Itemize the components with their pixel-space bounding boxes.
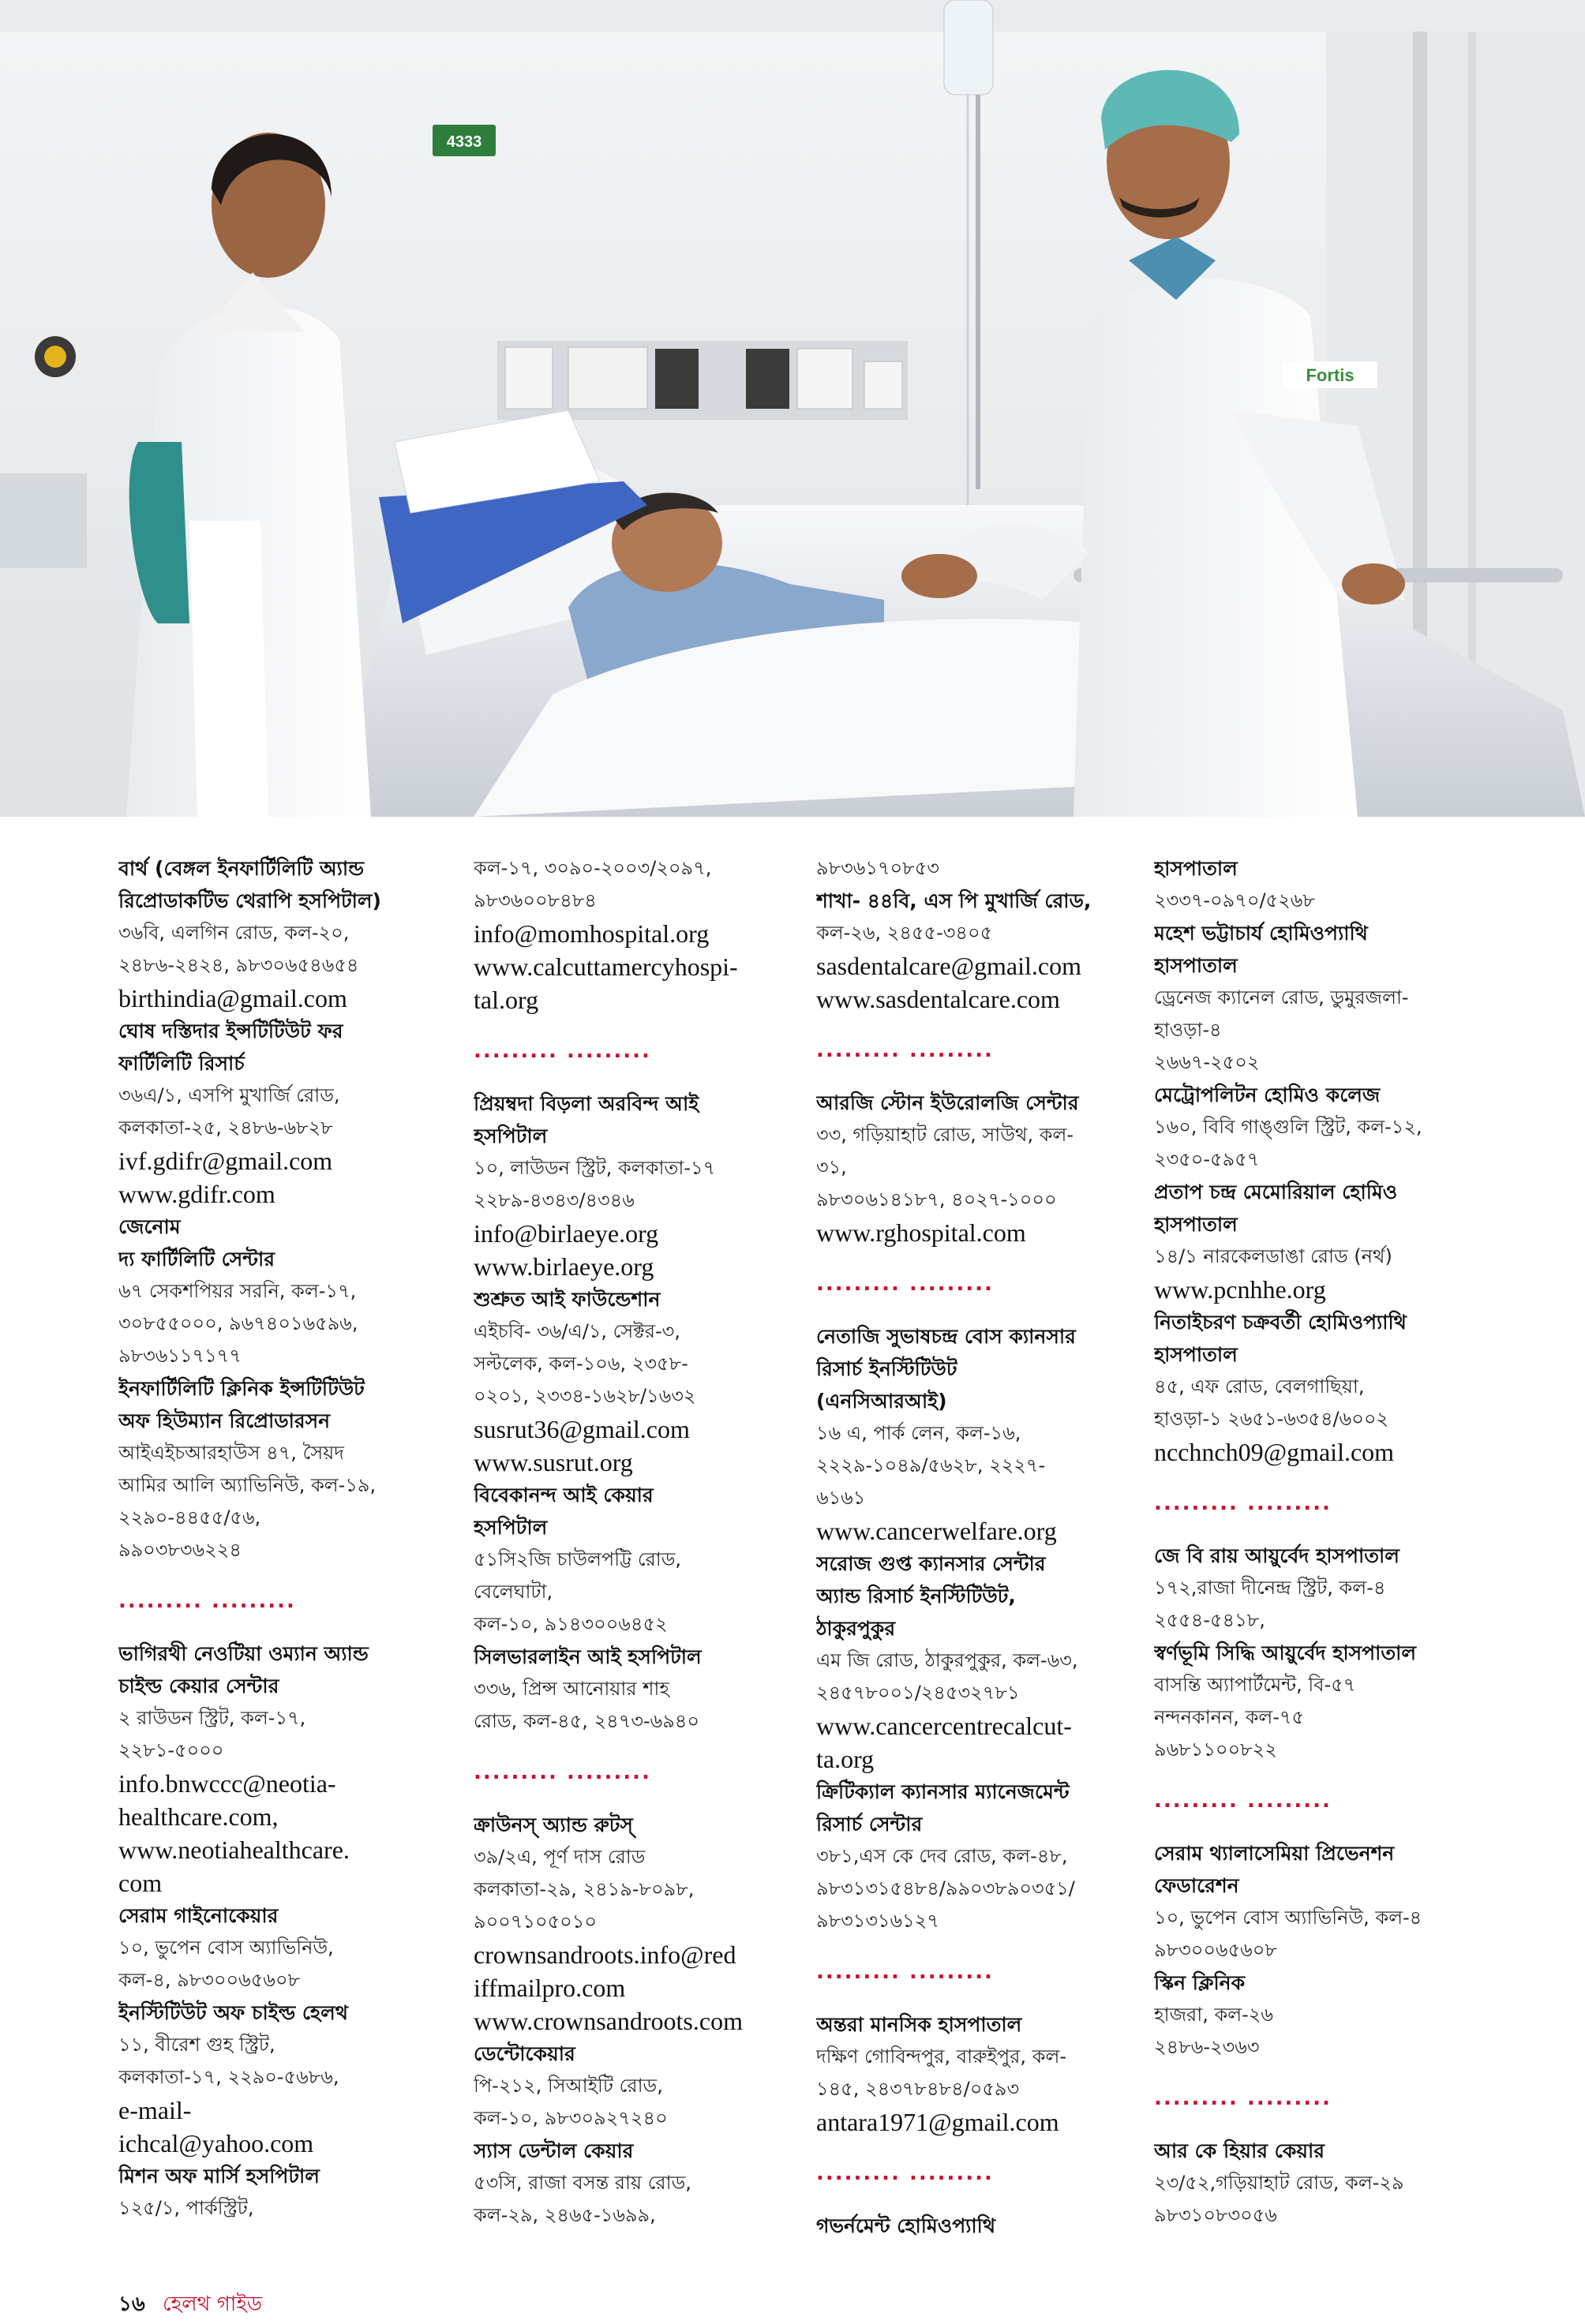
entry-detail-line: ১০, ভুপেন বোস অ্যাভিনিউ, কল-৪	[1154, 1907, 1422, 1929]
entry-detail-line: কলকাতা-১৭, ২২৯০-৫৬৮৬,	[118, 2066, 339, 2088]
directory-entry	[1154, 1176, 1486, 1306]
entry-name-line: মহেশ ভট্টাচার্য হোমিওপ্যাথি	[1154, 922, 1368, 945]
entry-detail-line: ৩৮১,এস কে দেব রোড, কল-৪৮,	[816, 1845, 1068, 1867]
entry-detail-line: ১৬ এ, পার্ক লেন, কল-১৬,	[816, 1422, 1021, 1444]
entry-detail-line: ১৬০, বিবি গাঙ্গুলি স্ট্রিট, কল-১২,	[1154, 1116, 1422, 1138]
entry-name-line: আর কে হিয়ার কেয়ার	[1154, 2139, 1325, 2162]
entry-web-contact: www.pcnhhe.org	[1154, 1275, 1326, 1304]
hero-photo	[0, 0, 1585, 817]
directory-entry	[474, 852, 805, 1016]
entry-detail-line: ৫১সি২জি চাউলপট্টি রোড,	[474, 1548, 682, 1570]
entry-detail-line: ২২৮৯-৪৩৪৩/৪৩৪৬	[474, 1189, 635, 1211]
directory-entry	[474, 1479, 805, 1641]
directory-entry	[118, 1899, 450, 1997]
entry-name-line: ক্রাউনস্ অ্যান্ড রুটস্	[474, 1813, 633, 1836]
entry-detail-line: পি-২১২, সিআইটি রোড,	[474, 2075, 663, 2097]
hospital-scene-illustration	[0, 0, 1585, 817]
section-divider: ......... .........	[474, 1039, 651, 1063]
section-divider: ......... .........	[1154, 2086, 1332, 2110]
entry-detail-line: ২৩৫০-৫৯৫৭	[1154, 1148, 1260, 1170]
directory-entry	[474, 1283, 805, 1479]
section-divider: ......... .........	[816, 1039, 994, 1062]
entry-detail-line: কল-১৭, ৩০৯০-২০০৩/২০৯৭,	[474, 857, 712, 879]
directory-entry	[816, 1776, 1148, 1937]
entry-name-line: প্রতাপ চন্দ্র মেমোরিয়াল হোমিও	[1154, 1181, 1398, 1203]
section-divider: ......... .........	[816, 1960, 994, 1984]
entry-name-line: ফার্টিলিটি রিসার্চ	[118, 1052, 245, 1075]
entry-detail-line: ২৪৫৭৮০০১/২৪৫৩২৭৮১	[816, 1682, 1020, 1704]
entry-detail-line: সল্টলেক, কল-১০৬, ২৩৫৮-	[474, 1353, 688, 1375]
entry-detail-line: কল-৪, ৯৮৩০০৬৫৬০৮	[118, 1969, 301, 1991]
entry-name-line: নিতাইচরণ চক্রবর্তী হোমিওপ্যাথি	[1154, 1311, 1407, 1334]
entry-name-line: সেরাম গাইনোকেয়ার	[118, 1904, 279, 1927]
entry-name-line: শুশ্রুত আই ফাউন্ডেশান	[474, 1288, 661, 1311]
entry-name-line: হাসপাতাল	[1154, 954, 1238, 977]
entry-detail-line: ৯৮৩০০৬৫৬০৮	[1154, 1939, 1277, 1961]
entry-detail-line: হাওড়া-১ ২৬৫১-৬৩৫৪/৬০০২	[1154, 1408, 1389, 1430]
entry-web-contact: www.rghospital.com	[816, 1218, 1026, 1247]
directory-entry	[1154, 1637, 1486, 1766]
entry-detail-line: ৯৯০৩৮৩৬২২৪	[118, 1539, 242, 1561]
entry-name-line: মিশন অফ মার্সি হসপিটাল	[118, 2165, 320, 2187]
entry-web-contact: www.susrut.org	[474, 1448, 633, 1476]
entry-web-contact: tal.org	[474, 986, 539, 1014]
entry-name-line: ইনফার্টিলিটি ক্লিনিক ইন্সটিটিউট	[118, 1377, 365, 1400]
entry-web-contact: com	[118, 1869, 163, 1897]
directory-entry	[1154, 2135, 1486, 2232]
directory-column-3	[816, 852, 1148, 2288]
entry-name-line: শাখা- ৪৪বি, এস পি মুখার্জি রোড,	[816, 889, 1092, 912]
entry-web-contact: e-mail-	[118, 2096, 192, 2124]
entry-web-contact: www.cancercentrecalcut-	[816, 1712, 1072, 1740]
entry-web-contact: birthindia@gmail.com	[118, 984, 347, 1012]
entry-web-contact: iffmailpro.com	[474, 1974, 626, 2002]
entry-detail-line: ৯৮৩০৬১৪১৮৭, ৪০২৭-১০০০	[816, 1188, 1057, 1211]
entry-detail-line: ১২৫/১, পার্কস্ট্রিট,	[118, 2197, 254, 2219]
entry-detail-line: বেলেঘাটা,	[474, 1581, 553, 1603]
entry-detail-line: ৪৫, এফ রোড, বেলগাছিয়া,	[1154, 1375, 1365, 1398]
entry-detail-line: ২২২৯-১০৪৯/৫৬২৮, ২২২৭-	[816, 1454, 1046, 1476]
entry-detail-line: ৬৭ সেকশপিয়র সরনি, কল-১৭,	[118, 1280, 357, 1302]
directory-entry	[118, 1997, 450, 2160]
directory-entry	[118, 1015, 450, 1211]
entry-detail-line: ৩১,	[816, 1156, 847, 1178]
entry-detail-line: কলকাতা-২৫, ২৪৮৬-৬৮২৮	[118, 1117, 333, 1139]
entry-web-contact: www.sasdentalcare.com	[816, 985, 1060, 1013]
section-divider: ......... .........	[816, 2161, 994, 2185]
entry-web-contact: info@momhospital.org	[474, 919, 710, 948]
entry-name-line: রিসার্চ ইনস্টিটিউট	[816, 1357, 957, 1380]
entry-name-line: ডেন্টোকেয়ার	[474, 2042, 575, 2065]
entry-name-line: স্বর্ণভূমি সিদ্ধি আয়ুর্বেদ হাসপাতাল	[1154, 1641, 1416, 1664]
entry-detail-line: ৯৬৮১১০০৮২২	[1154, 1738, 1277, 1761]
directory-entry	[1154, 852, 1486, 917]
entry-detail-line: ৯৮৩১৩১৬১২৭	[816, 1910, 939, 1932]
entry-name-line: বিবেকানন্দ আই কেয়ার	[474, 1484, 654, 1506]
entry-detail-line: ড্রেনেজ ক্যানেল রোড, ডুমুরজলা-	[1154, 986, 1409, 1009]
fortis-badge-text: Fortis	[1306, 365, 1355, 385]
entry-detail-line: আইএইচআরহাউস ৪৭, সৈয়দ	[118, 1442, 344, 1464]
entry-web-contact: www.cancerwelfare.org	[816, 1517, 1057, 1545]
entry-name-line: হাসপাতাল	[1154, 857, 1238, 880]
room-number: 4333	[446, 133, 482, 151]
entry-detail-line: ১৭২,রাজা দীনেন্দ্র স্ট্রিট, কল-৪	[1154, 1577, 1386, 1599]
entry-detail-line: ৯৮৩১০৮৩০৫৬	[1154, 2204, 1277, 2226]
entry-detail-line: ১১, বীরেশ গুহ স্ট্রিট,	[118, 2034, 275, 2056]
entry-web-contact: www.birlaeye.org	[474, 1252, 654, 1281]
directory-entry	[816, 885, 1148, 1016]
entry-name-line: অফ হিউম্যান রিপ্রোডারসন	[118, 1409, 331, 1432]
entry-name-line: ফেডারেশন	[1154, 1874, 1239, 1897]
entry-web-contact: info@birlaeye.org	[474, 1219, 659, 1248]
entry-detail-line: বাসন্তি অ্যাপার্টমেন্ট, বি-৫৭	[1154, 1674, 1356, 1696]
entry-name-line: সরোজ গুপ্ত ক্যানসার সেন্টার	[816, 1552, 1046, 1575]
entry-name-line: হসপিটাল	[474, 1516, 548, 1539]
directory-entry	[816, 1087, 1148, 1249]
directory-entry	[118, 1211, 450, 1372]
entry-detail-line: ৫৩সি, রাজা বসন্ত রায় রোড,	[474, 2172, 691, 2194]
entry-detail-line: ২৫৫৪-৫৪১৮,	[1154, 1609, 1265, 1631]
entry-detail-line: ২৩/৫২,গড়িয়াহাট রোড, কল-২৯	[1154, 2172, 1404, 2194]
entry-name-line: দ্য ফার্টিলিটি সেন্টার	[118, 1248, 275, 1271]
directory-entry	[1154, 1540, 1486, 1637]
section-divider: ......... .........	[474, 1761, 651, 1784]
entry-name-line: ঘোষ দস্তিদার ইন্সটিটিউট ফর	[118, 1020, 343, 1042]
entry-detail-line: ৯৮৩১৩১৫৪৮৪/৯৯০৩৮৯০৩৫১/	[816, 1877, 1075, 1899]
directory-columns	[0, 852, 1585, 2288]
entry-detail-line: হাজরা, কল-২৬	[1154, 2004, 1274, 2026]
entry-name-line: ঠাকুরপুকুর	[816, 1617, 896, 1640]
entry-detail-line: ৩৩, গড়িয়াহাট রোড, সাউথ, কল-	[816, 1124, 1074, 1146]
section-divider: ......... .........	[118, 1589, 296, 1613]
entry-name-line: চাইল্ড কেয়ার সেন্টার	[118, 1675, 279, 1697]
entry-web-contact: ivf.gdifr@gmail.com	[118, 1147, 333, 1175]
entry-detail-line: কল-১০, ৯৮৩০৯২৭২৪০	[474, 2107, 668, 2129]
entry-detail-line: ৯০০৭১০৫০১০	[474, 1910, 597, 1933]
entry-web-contact: crownsandroots.info@red	[474, 1940, 736, 1969]
directory-entry	[1154, 1079, 1486, 1176]
entry-name-line: রিসার্চ সেন্টার	[816, 1813, 923, 1836]
entry-name-line: ভাগিরথী নেওটিয়া ওম্যান অ্যান্ড	[118, 1642, 369, 1665]
entry-detail-line: ৩৩৬, প্রিন্স আনোয়ার শাহ	[474, 1678, 669, 1700]
entry-detail-line: দক্ষিণ গোবিন্দপুর, বারুইপুর, কল-	[816, 2045, 1067, 2068]
entry-detail-line: রোড, কল-৪৫, ২৪৭৩-৬৯৪০	[474, 1710, 699, 1732]
entry-name-line: নেতাজি সুভাষচন্দ্র বোস ক্যানসার	[816, 1325, 1076, 1348]
directory-entry	[474, 1641, 805, 1738]
entry-web-contact: www.crownsandroots.com	[474, 2007, 743, 2035]
entry-detail-line: ২৩৩৭-০৯৭০/৫২৬৮	[1154, 889, 1315, 911]
entry-name-line: হাসপাতাল	[1154, 1343, 1238, 1366]
entry-detail-line: কলকাতা-২৯, ২৪১৯-৮০৯৮,	[474, 1878, 695, 1900]
directory-entry	[816, 852, 1148, 885]
entry-detail-line: কল-২৬, ২৪৫৫-৩৪০৫	[816, 922, 993, 944]
directory-entry	[1154, 917, 1486, 1079]
entry-detail-line: এইচবি- ৩৬/এ/১, সেক্টর-৩,	[474, 1320, 680, 1342]
entry-web-contact: ncchnch09@gmail.com	[1154, 1438, 1395, 1466]
entry-web-contact: antara1971@gmail.com	[816, 2108, 1059, 2136]
entry-detail-line: ৬১৬১	[816, 1487, 866, 1509]
entry-web-contact: ichcal@yahoo.com	[118, 2129, 314, 2157]
entry-detail-line: ৯৮৩৬১৭০৮৫৩	[816, 857, 939, 879]
directory-entry	[816, 1320, 1148, 1547]
entry-name-line: প্রিয়ম্বদা বিড়লা অরবিন্দ আই	[474, 1092, 699, 1115]
entry-detail-line: ১০, লাউডন স্ট্রিট, কলকাতা-১৭	[474, 1157, 716, 1179]
entry-detail-line: ৯৮৩৬১১৭১৭৭	[118, 1345, 242, 1367]
entry-web-contact: ta.org	[816, 1745, 875, 1773]
entry-name-line: বার্থ (বেঙ্গল ইনফার্টিলিটি অ্যান্ড	[118, 857, 365, 880]
entry-name-line: মেট্রোপলিটন হোমিও কলেজ	[1154, 1083, 1381, 1106]
entry-detail-line: ২২৯০-৪৪৫৫/৫৬,	[118, 1506, 261, 1529]
directory-entry	[474, 1087, 805, 1283]
directory-column-2	[474, 852, 805, 2288]
directory-entry	[816, 1547, 1148, 1776]
entry-detail-line: কল-১০, ৯১৪৩০০৬৪৫২	[474, 1613, 668, 1635]
entry-name-line: ইনস্টিটিউট অফ চাইল্ড হেলথ	[118, 2001, 349, 2024]
section-divider: ......... .........	[1154, 1789, 1332, 1813]
directory-entry	[1154, 1837, 1486, 1967]
entry-web-contact: susrut36@gmail.com	[474, 1415, 690, 1443]
directory-entry	[1154, 1306, 1486, 1469]
entry-name-line: আরজি স্টোন ইউরোলজি সেন্টার	[816, 1091, 1079, 1114]
page-footer	[118, 2288, 262, 2320]
entry-name-line: (এনসিআরআই)	[816, 1390, 947, 1413]
directory-entry	[118, 1637, 450, 1899]
entry-name-line: জেনোম	[118, 1215, 181, 1238]
entry-name-line: অ্যান্ড রিসার্চ ইনস্টিটিউট,	[816, 1585, 1016, 1607]
section-divider: ......... .........	[1154, 1491, 1332, 1515]
entry-detail-line: ৯৮৩৬০০৮৪৮৪	[474, 889, 597, 911]
entry-detail-line: এম জি রোড, ঠাকুরপুকুর, কল-৬৩,	[816, 1649, 1078, 1671]
directory-entry	[474, 1809, 805, 2038]
directory-entry	[118, 1372, 450, 1566]
directory-entry	[816, 2008, 1148, 2139]
entry-detail-line: ১৪/১ নারকেলডাঙা রোড (নর্থ)	[1154, 1245, 1392, 1267]
entry-name-line: গভর্নমেন্ট হোমিওপ্যাথি	[816, 2214, 996, 2237]
entry-detail-line: ১৪৫, ২৪৩৭৮৪৮৪/০৫৯৩	[816, 2078, 1020, 2100]
entry-name-line: অন্তরা মানসিক হাসপাতাল	[816, 2013, 1022, 2036]
entry-detail-line: ৩০৮৫৫০০০, ৯৬৭৪০১৬৫৯৬,	[118, 1312, 358, 1334]
entry-name-line: সেরাম থ্যালাসেমিয়া প্রিভেনশন	[1154, 1842, 1395, 1865]
entry-name-line: ক্রিটিক্যাল ক্যানসার ম্যানেজমেন্ট	[816, 1780, 1070, 1803]
directory-entry	[474, 2038, 805, 2135]
entry-detail-line: আমির আলি অ্যাভিনিউ, কল-১৯,	[118, 1474, 377, 1496]
entry-web-contact: www.gdifr.com	[118, 1180, 275, 1208]
entry-detail-line: ২৪৮৬-২৪২৪, ৯৮৩০৬৫৪৬৫৪	[118, 954, 359, 976]
directory-column-4	[1154, 852, 1486, 2288]
entry-detail-line: ৩৬বি, এলগিন রোড, কল-২০,	[118, 922, 350, 944]
entry-detail-line: নন্দনকানন, কল-৭৫	[1154, 1706, 1305, 1728]
entry-web-contact: www.neotiahealthcare.	[118, 1836, 350, 1864]
directory-entry	[816, 2210, 1148, 2242]
directory-column-1	[118, 852, 450, 2288]
entry-name-line: হাসপাতাল	[1154, 1213, 1238, 1236]
entry-name-line: স্কিন ক্লিনিক	[1154, 1971, 1246, 1994]
entry-name-line: রিপ্রোডাকটিভ থেরাপি হসপিটাল)	[118, 889, 381, 912]
directory-entry	[118, 2160, 450, 2225]
entry-detail-line: ২২৮১-৫০০০	[118, 1739, 224, 1761]
entry-detail-line: ২ রাউডন স্ট্রিট, কল-১৭,	[118, 1707, 306, 1729]
entry-web-contact: sasdentalcare@gmail.com	[816, 952, 1081, 980]
page-number: ১৬	[118, 2292, 145, 2316]
entry-detail-line: ৩৬এ/১, এসপি মুখার্জি রোড,	[118, 1084, 340, 1106]
directory-entry	[1154, 1967, 1486, 2064]
directory-entry	[118, 852, 450, 1015]
section-divider: ......... .........	[816, 1272, 994, 1296]
directory-entry	[474, 2135, 805, 2232]
entry-web-contact: healthcare.com,	[118, 1802, 279, 1831]
entry-detail-line: ৩৯/২এ, পূর্ণ দাস রোড	[474, 1846, 646, 1868]
entry-name-line: জে বি রায় আয়ুর্বেদ হাসপাতাল	[1154, 1544, 1400, 1567]
entry-detail-line: হাওড়া-৪	[1154, 1019, 1222, 1041]
entry-detail-line: ২৬৬৭-২৫০২	[1154, 1051, 1260, 1073]
entry-detail-line: ০২০১, ২৩৩৪-১৬২৮/১৬৩২	[474, 1385, 696, 1407]
entry-detail-line: ২৪৮৬-২৩৬৩	[1154, 2036, 1260, 2058]
entry-web-contact: www.calcuttamercyhospi-	[474, 952, 738, 981]
entry-name-line: স্যাস ডেন্টাল কেয়ার	[474, 2139, 634, 2162]
entry-name-line: হসপিটাল	[474, 1125, 548, 1147]
publication-title: হেলথ গাইড	[163, 2292, 262, 2316]
entry-detail-line: কল-২৯, ২৪৬৫-১৬৯৯,	[474, 2204, 656, 2226]
entry-name-line: সিলভারলাইন আই হসপিটাল	[474, 1645, 702, 1668]
entry-detail-line: ১০, ভুপেন বোস অ্যাভিনিউ,	[118, 1937, 334, 1959]
entry-web-contact: info.bnwccc@neotia-	[118, 1769, 336, 1798]
